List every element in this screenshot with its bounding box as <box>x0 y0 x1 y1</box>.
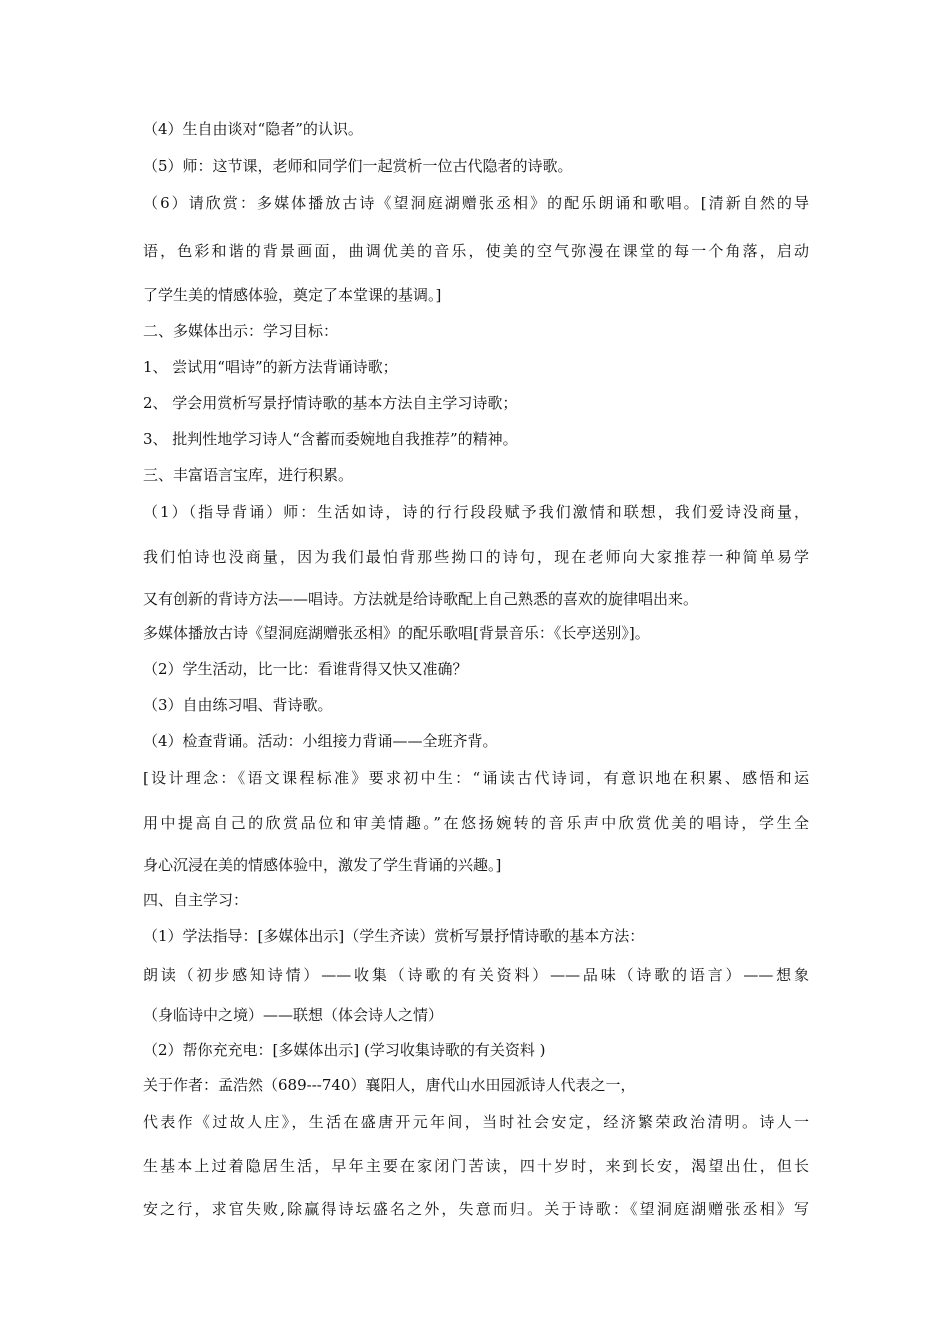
list-item: 2、 学会用赏析写景抒情诗歌的基本方法自主学习诗歌； <box>143 394 518 412</box>
section-heading: 四、自主学习： <box>143 891 249 909</box>
list-item: 3、 批判性地学习诗人“含蓄而委婉地自我推荐”的精神。 <box>143 430 518 448</box>
paragraph-line: 安之行，求官失败,除赢得诗坛盛名之外，失意而归。关于诗歌：《望洞庭湖赠张丞相》写 <box>143 1200 809 1218</box>
paragraph-line: 生基本上过着隐居生活，早年主要在家闭门苦读，四十岁时，来到长安，渴望出仕，但长 <box>143 1157 809 1175</box>
paragraph-line: （2）帮你充充电：[多媒体出示] (学习收集诗歌的有关资料 ) <box>143 1041 546 1059</box>
section-heading: 三、丰富语言宝库，进行积累。 <box>143 466 354 484</box>
paragraph-line: 了学生美的情感体验，奠定了本堂课的基调。] <box>143 286 442 304</box>
paragraph-line: 身心沉浸在美的情感体验中，激发了学生背诵的兴趣。] <box>143 856 502 874</box>
paragraph-line: 语，色彩和谐的背景画面，曲调优美的音乐，使美的空气弥漫在课堂的每一个角落，启动 <box>143 242 809 260</box>
paragraph-line: 多媒体播放古诗《望洞庭湖赠张丞相》的配乐歌唱[背景音乐：《长亭送别》]。 <box>143 624 650 642</box>
paragraph-line: 我们怕诗也没商量，因为我们最怕背那些拗口的诗句，现在老师向大家推荐一种简单易学 <box>143 548 809 566</box>
paragraph-line: （5）师：这节课，老师和同学们一起赏析一位古代隐者的诗歌。 <box>143 157 573 175</box>
paragraph-line: 用中提高自己的欣赏品位和审美情趣。”在悠扬婉转的音乐声中欣赏优美的唱诗，学生全 <box>143 814 809 832</box>
section-heading: 二、多媒体出示：学习目标： <box>143 322 339 340</box>
paragraph-line: （身临诗中之境）——联想（体会诗人之情） <box>143 1006 444 1024</box>
list-item: 1、 尝试用“唱诗”的新方法背诵诗歌； <box>143 358 398 376</box>
paragraph-line: （6）请欣赏：多媒体播放古诗《望洞庭湖赠张丞相》的配乐朗诵和歌唱。[清新自然的导 <box>143 194 809 212</box>
paragraph-line: （3）自由练习唱、背诗歌。 <box>143 696 333 714</box>
paragraph-line: （1）（指导背诵）师：生活如诗，诗的行行段段赋予我们激情和联想，我们爱诗没商量， <box>143 503 809 521</box>
paragraph-line: （4）检查背诵。活动：小组接力背诵——全班齐背。 <box>143 732 498 750</box>
paragraph-line: [设计理念：《语文课程标准》要求初中生：“诵读古代诗词，有意识地在积累、感悟和运 <box>143 769 809 787</box>
paragraph-line: （2）学生活动，比一比：看谁背得又快又准确？ <box>143 660 468 678</box>
paragraph-line: 朗读（初步感知诗情）——收集（诗歌的有关资料）——品味（诗歌的语言）——想象 <box>143 966 809 984</box>
paragraph-line: 又有创新的背诗方法——唱诗。方法就是给诗歌配上自己熟悉的喜欢的旋律唱出来。 <box>143 590 699 608</box>
paragraph-line: （4）生自由谈对“隐者”的认识。 <box>143 120 363 138</box>
paragraph-line: （1）学法指导：[多媒体出示]（学生齐读）赏析写景抒情诗歌的基本方法： <box>143 927 645 945</box>
paragraph-line: 代表作《过故人庄》，生活在盛唐开元年间，当时社会安定，经济繁荣政治清明。诗人一 <box>143 1113 809 1131</box>
paragraph-line: 关于作者：孟浩然（689---740）襄阳人，唐代山水田园派诗人代表之一， <box>143 1076 636 1094</box>
